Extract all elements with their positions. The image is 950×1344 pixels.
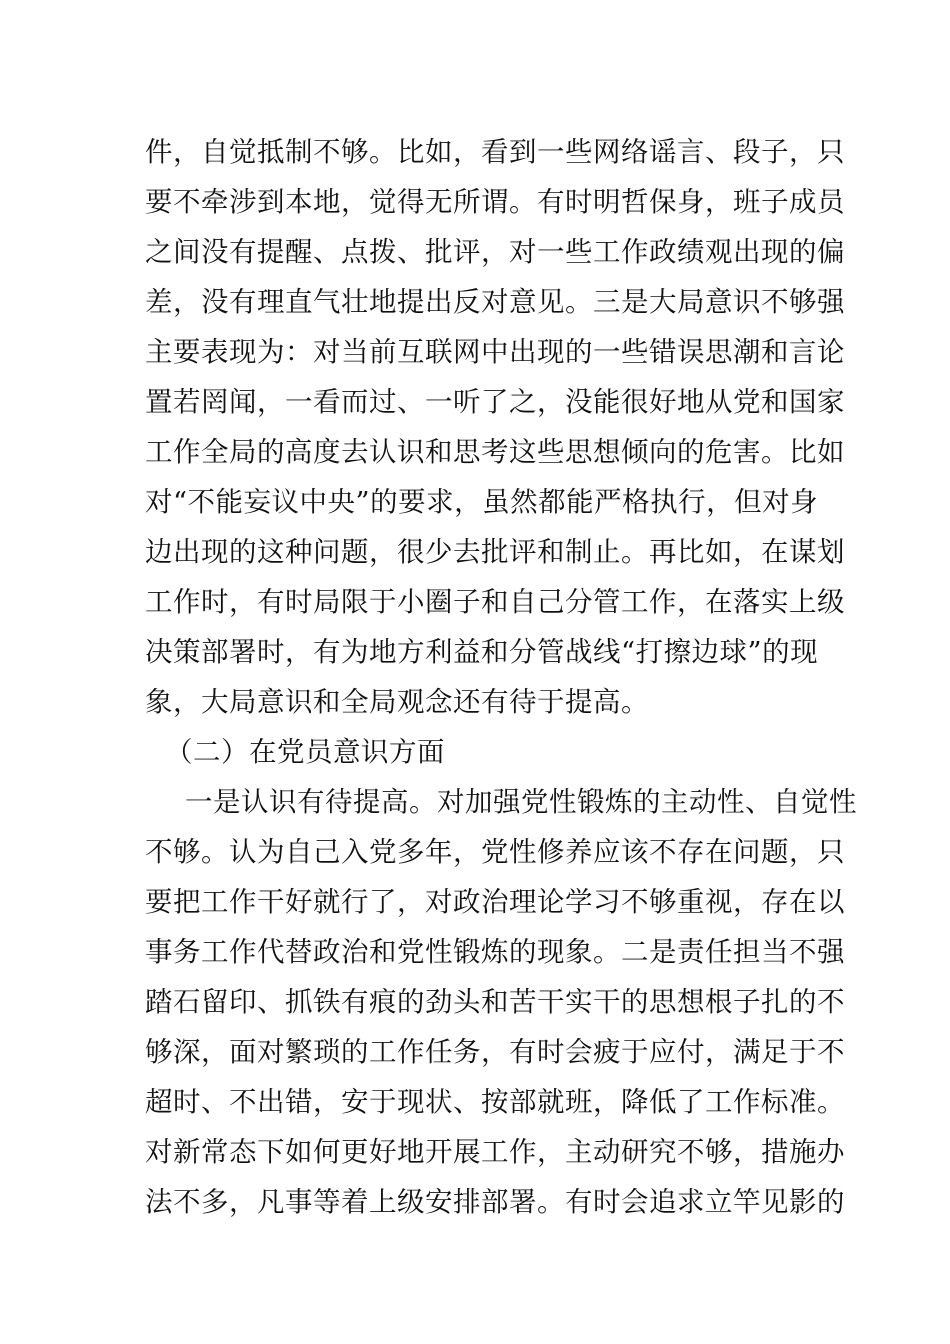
text-line: 之间没有提醒、点拨、批评，对一些工作政绩观出现的偏 xyxy=(145,236,845,268)
section-heading: （二）在党员意识方面 xyxy=(165,736,445,768)
text-line: 超时、不出错，安于现状、按部就班，降低了工作标准。 xyxy=(145,1086,845,1118)
text-line: 踏石留印、抓铁有痕的劲头和苦干实干的思想根子扎的不 xyxy=(145,986,845,1018)
text-line: 法不多，凡事等着上级安排部署。有时会追求立竿见影的 xyxy=(145,1186,845,1218)
text-line: 工作时，有时局限于小圈子和自己分管工作，在落实上级 xyxy=(145,586,845,618)
text-line: 够深，面对繁琐的工作任务，有时会疲于应付，满足于不 xyxy=(145,1036,845,1068)
text-line: 对新常态下如何更好地开展工作，主动研究不够，措施办 xyxy=(145,1136,845,1168)
text-line: 事务工作代替政治和党性锻炼的现象。二是责任担当不强 xyxy=(145,936,845,968)
text-line: 不够。认为自己入党多年，党性修养应该不存在问题，只 xyxy=(145,836,845,868)
text-line: 边出现的这种问题，很少去批评和制止。再比如，在谋划 xyxy=(145,536,845,568)
text-line: 要把工作干好就行了，对政治理论学习不够重视，存在以 xyxy=(145,886,845,918)
paragraph-first-line: 一是认识有待提高。对加强党性锻炼的主动性、自觉性 xyxy=(185,786,857,818)
text-line: 置若罔闻，一看而过、一听了之，没能很好地从党和国家 xyxy=(145,386,845,418)
text-line: 件，自觉抵制不够。比如，看到一些网络谣言、段子，只 xyxy=(145,136,845,168)
text-line: 对“不能妄议中央”的要求，虽然都能严格执行，但对身 xyxy=(145,486,819,518)
text-line: 决策部署时，有为地方利益和分管战线“打擦边球”的现 xyxy=(145,636,819,668)
text-line: 工作全局的高度去认识和思考这些思想倾向的危害。比如 xyxy=(145,436,845,468)
text-line: 象，大局意识和全局观念还有待于提高。 xyxy=(145,686,649,718)
text-line: 要不牵涉到本地，觉得无所谓。有时明哲保身，班子成员 xyxy=(145,186,845,218)
text-line: 差，没有理直气壮地提出反对意见。三是大局意识不够强 xyxy=(145,286,845,318)
text-line: 主要表现为：对当前互联网中出现的一些错误思潮和言论 xyxy=(145,336,845,368)
